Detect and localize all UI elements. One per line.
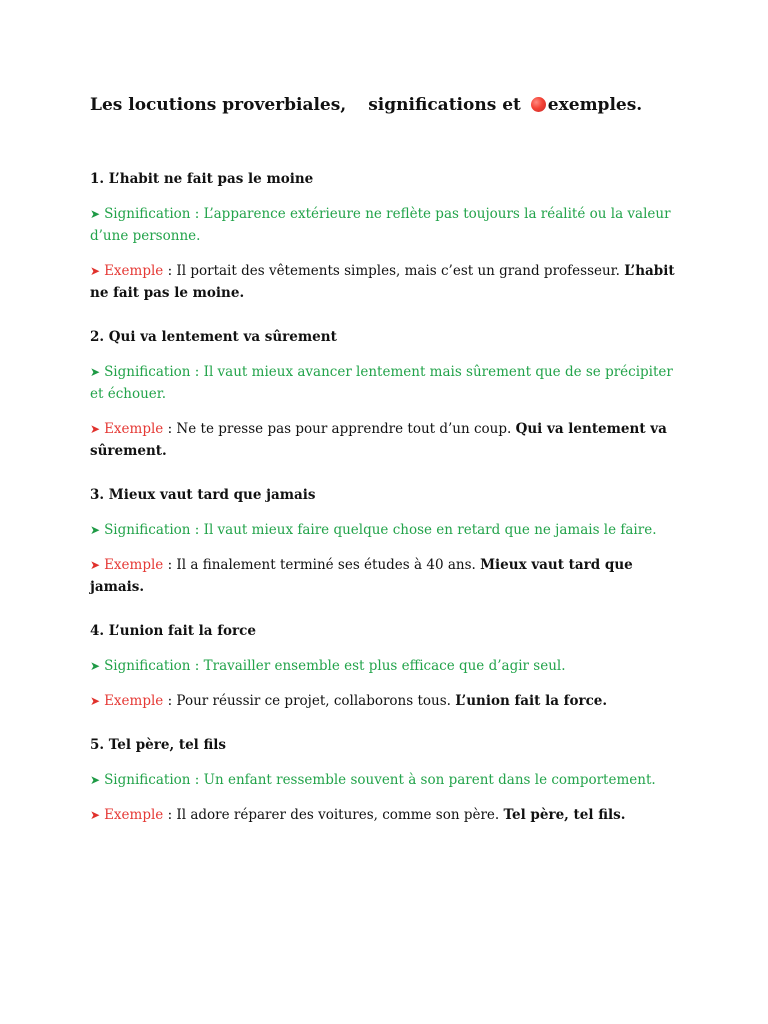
meaning-separator: : — [190, 364, 204, 380]
meaning-label: Signification — [104, 206, 191, 222]
arrow-right-icon: ➤ — [90, 694, 101, 708]
example-text: Il adore réparer des voitures, comme son père. — [176, 807, 504, 823]
meaning-label: Signification — [104, 522, 191, 538]
proverb-section — [90, 326, 690, 462]
arrow-right-icon: ➤ — [90, 558, 101, 572]
proverb-heading: 5. Tel père, tel fils — [90, 737, 227, 753]
meaning-paragraph — [90, 655, 690, 677]
meaning-text: Il vaut mieux faire quelque chose en retard que ne jamais le faire. — [203, 522, 657, 538]
proverb-section — [90, 484, 690, 598]
meaning-separator: : — [190, 772, 204, 788]
meaning-paragraph — [90, 361, 690, 405]
example-paragraph — [90, 690, 690, 712]
arrow-right-icon: ➤ — [90, 808, 101, 822]
title-part-2: significations et — [368, 95, 521, 115]
arrow-right-icon: ➤ — [90, 523, 101, 537]
example-label: Exemple — [104, 807, 164, 823]
example-separator: : — [163, 263, 177, 279]
meaning-separator: : — [190, 658, 204, 674]
example-separator: : — [163, 421, 177, 437]
example-proverb: L’union fait la force. — [455, 693, 608, 709]
meaning-text: Un enfant ressemble souvent à son parent dans le comportement. — [203, 772, 656, 788]
example-paragraph — [90, 260, 690, 304]
proverb-heading: 1. L’habit ne fait pas le moine — [90, 171, 314, 187]
example-proverb: Qui va lentement va sûrement. — [90, 421, 667, 459]
proverb-section — [90, 620, 690, 712]
title-part-3: exemples. — [547, 95, 643, 115]
meaning-paragraph — [90, 769, 690, 791]
meaning-label: Signification — [104, 364, 191, 380]
example-label: Exemple — [104, 693, 164, 709]
example-text: Pour réussir ce projet, collaborons tous. — [176, 693, 456, 709]
proverb-heading: 2. Qui va lentement va sûrement — [90, 329, 337, 345]
meaning-text: Travailler ensemble est plus efficace que d’agir seul. — [203, 658, 566, 674]
example-proverb: L’habit ne fait pas le moine. — [90, 263, 675, 301]
example-separator: : — [163, 807, 177, 823]
meaning-label: Signification — [104, 772, 191, 788]
meaning-paragraph — [90, 519, 690, 541]
arrow-right-icon: ➤ — [90, 365, 101, 379]
example-separator: : — [163, 557, 177, 573]
example-proverb: Tel père, tel fils. — [503, 807, 626, 823]
example-proverb: Mieux vaut tard que jamais. — [90, 557, 633, 595]
arrow-right-icon: ➤ — [90, 422, 101, 436]
example-paragraph — [90, 554, 690, 598]
example-label: Exemple — [104, 557, 164, 573]
meaning-separator: : — [190, 522, 204, 538]
meaning-paragraph — [90, 203, 690, 247]
arrow-right-icon: ➤ — [90, 207, 101, 221]
proverbs-list — [90, 168, 690, 848]
title-part-1: Les locutions proverbiales, — [90, 95, 347, 115]
red-circle-icon — [531, 97, 546, 112]
example-text: Il portait des vêtements simples, mais c’est un grand professeur. — [176, 263, 625, 279]
example-separator: : — [163, 693, 177, 709]
arrow-right-icon: ➤ — [90, 264, 101, 278]
example-paragraph — [90, 418, 690, 462]
meaning-text: Il vaut mieux avancer lentement mais sûrement que de se précipiter et échouer. — [90, 364, 673, 402]
proverb-heading: 4. L’union fait la force — [90, 623, 256, 639]
example-label: Exemple — [104, 263, 164, 279]
proverb-heading: 3. Mieux vaut tard que jamais — [90, 487, 316, 503]
arrow-right-icon: ➤ — [90, 773, 101, 787]
proverb-section — [90, 734, 690, 826]
example-text: Il a finalement terminé ses études à 40 ans. — [176, 557, 481, 573]
meaning-label: Signification — [104, 658, 191, 674]
meaning-text: L’apparence extérieure ne reflète pas toujours la réalité ou la valeur d’une personne. — [90, 206, 671, 244]
example-paragraph — [90, 804, 690, 826]
example-label: Exemple — [104, 421, 164, 437]
proverb-section — [90, 168, 690, 304]
arrow-right-icon: ➤ — [90, 659, 101, 673]
example-text: Ne te presse pas pour apprendre tout d’un coup. — [176, 421, 516, 437]
page-title — [90, 92, 730, 118]
meaning-separator: : — [190, 206, 204, 222]
